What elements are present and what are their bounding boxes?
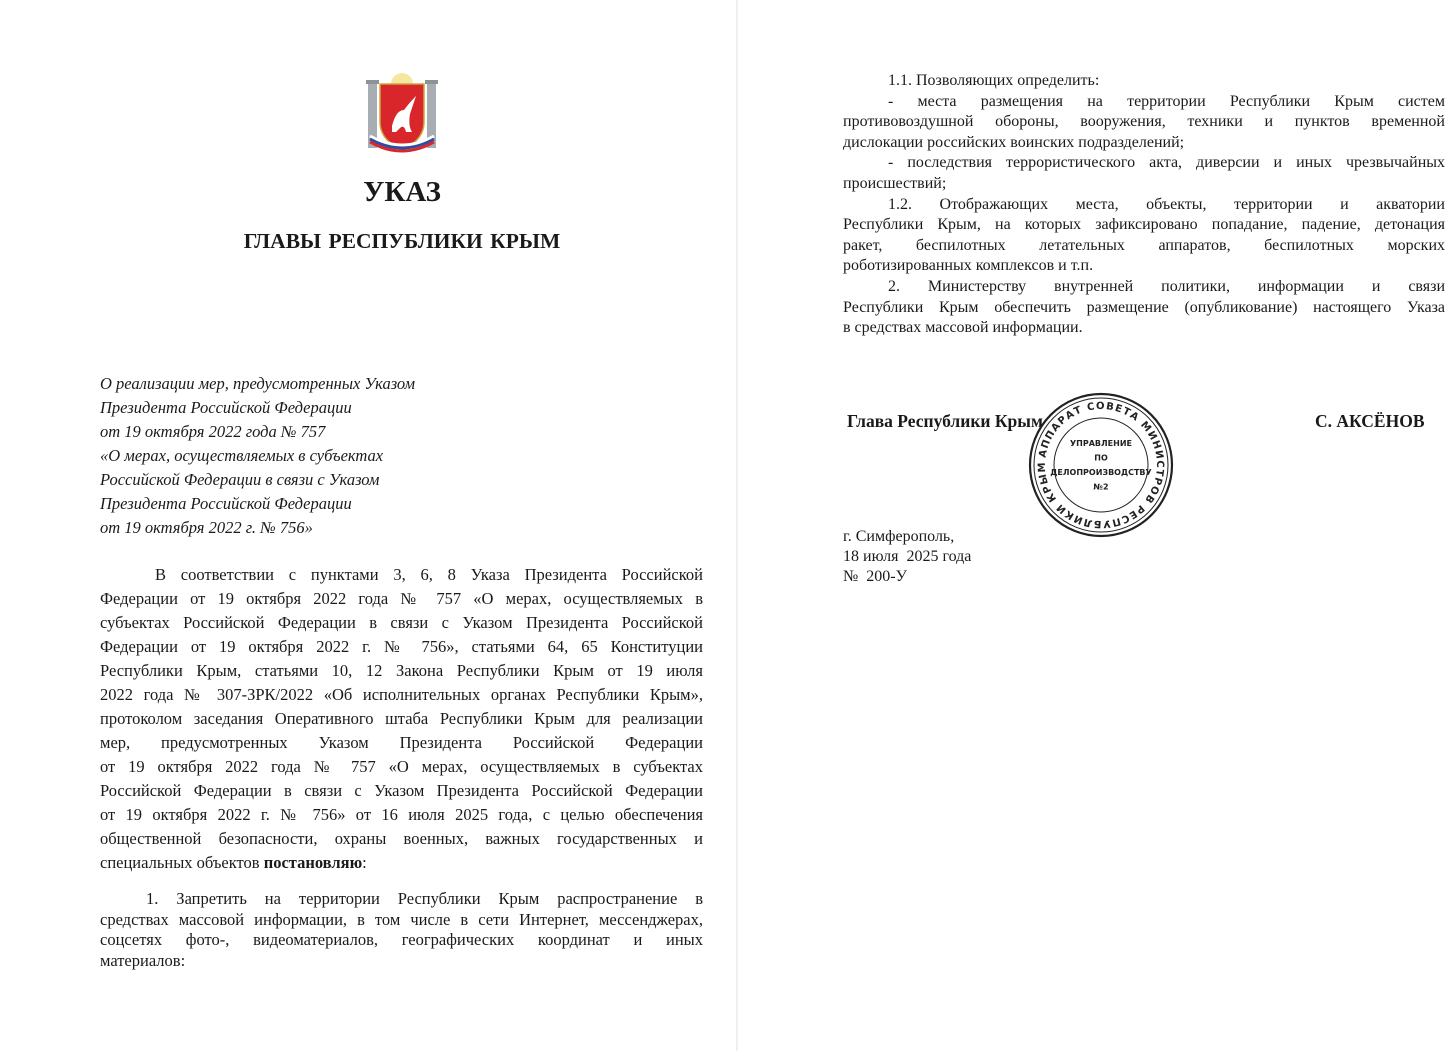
preamble-line: 2022 года № 307-ЗРК/2022 «Об исполнительных органах Республики Крым»,: [100, 685, 703, 704]
preamble-line: протоколом заседания Оперативного штаба Республики Крым для реализации: [100, 709, 703, 728]
subject-line: от 19 октября 2022 г. № 756»: [100, 518, 313, 537]
point-line: 1.1. Позволяющих определить:: [888, 72, 1100, 89]
point-line: роботизированных комплексов и т.п.: [843, 257, 1094, 275]
preamble-line: общественной безопасности, охраны военных, важных государственных и: [100, 829, 703, 848]
subject-line: «О мерах, осуществляемых в субъектах: [100, 446, 384, 465]
subject-line: Президента Российской Федерации: [100, 398, 352, 417]
point-line: 1.2. Отображающих места, объекты, территории и акватории: [888, 195, 1445, 213]
preamble-line: В соответствии с пунктами 3, 6, 8 Указа Президента Российской: [155, 565, 703, 584]
document-page-2: [738, 0, 1455, 1051]
point-1-line: соцсетях фото-, видеоматериалов, географических координат и иных: [100, 930, 703, 950]
point-1-line: 1. Запретить на территории Республики Крым распространение в: [146, 889, 703, 908]
point-line: - места размещения на территории Республики Крым систем: [888, 92, 1445, 110]
preamble-line: от 19 октября 2022 г. № 756» от 16 июля 2025 года, с целью обеспечения: [100, 805, 703, 824]
preamble-line: Федерации от 19 октября 2022 года № 757 «О мерах, осуществляемых в: [100, 589, 703, 608]
preamble-line: [100, 853, 367, 873]
point-line: дислокации российских воинских подразделений;: [843, 133, 1185, 151]
preamble-text: специальных объектов: [100, 853, 264, 872]
document-subtitle: ГЛАВЫ РЕСПУБЛИКИ КРЫМ: [243, 229, 561, 253]
signature-name: С. АКСЁНОВ: [1315, 411, 1425, 431]
document-number: № 200-У: [843, 568, 907, 585]
decree-keyword: постановляю: [263, 853, 363, 872]
point-line: Республики Крым, на которых зафиксировано попадание, падение, детонация: [843, 216, 1445, 234]
point-line: 2. Министерству внутренней политики, информации и связи: [888, 278, 1445, 295]
preamble-colon: :: [362, 853, 367, 872]
preamble-line: Российской Федерации в связи с Указом Президента Российской Федерации: [100, 781, 703, 800]
svg-text:УПРАВЛЕНИЕПОДЕЛОПРОИЗВОДСТВУ№2: УПРАВЛЕНИЕ ПО ДЕЛОПРОИЗВОДСТВУ №2: [1050, 439, 1152, 492]
point-1-line: материалов:: [100, 950, 186, 970]
official-stamp: [1027, 391, 1175, 539]
point-line: Республики Крым обеспечить размещение (опубликование) настоящего Указа: [843, 298, 1445, 316]
point-line: противовоздушной обороны, вооружения, техники и пунктов временной: [843, 113, 1445, 131]
preamble-line: Федерации от 19 октября 2022 г. № 756», статьями 64, 65 Конституции: [100, 637, 703, 656]
subject-line: от 19 октября 2022 года № 757: [100, 422, 326, 441]
place: г. Симферополь,: [843, 528, 955, 545]
point-line: в средствах массовой информации.: [843, 319, 1083, 337]
signature-position: Глава Республики Крым: [847, 411, 1043, 431]
point-1-line: средствах массовой информации, в том числе в сети Интернет, мессенджерах,: [100, 909, 703, 929]
point-line: ракет, беспилотных летательных аппаратов, беспилотных морских: [843, 236, 1445, 254]
date: 18 июля 2025 года: [843, 548, 972, 565]
coat-of-arms-icon: [366, 70, 438, 154]
point-line: происшествий;: [843, 175, 947, 192]
document-title: УКАЗ: [363, 176, 441, 208]
subject-line: Российской Федерации в связи с Указом: [100, 470, 380, 489]
point-line: - последствия террористического акта, диверсии и иных чрезвычайных: [888, 154, 1445, 172]
subject-line: Президента Российской Федерации: [100, 494, 352, 513]
preamble-line: субъектах Российской Федерации в связи с Указом Президента Российской: [100, 613, 703, 632]
preamble-line: Республики Крым, статьями 10, 12 Закона Республики Крым от 19 июля: [100, 661, 703, 680]
svg-text:АППАРАТ СОВЕТА МИНИСТРОВ РЕСПУ: АППАРАТ СОВЕТА МИНИСТРОВ РЕСПУБЛИКИ КРЫМ: [1036, 400, 1166, 530]
subject-line: О реализации мер, предусмотренных Указом: [100, 374, 416, 393]
preamble-line: мер, предусмотренных Указом Президента Российской Федерации: [100, 733, 703, 752]
preamble-line: от 19 октября 2022 года № 757 «О мерах, осуществляемых в субъектах: [100, 757, 703, 776]
